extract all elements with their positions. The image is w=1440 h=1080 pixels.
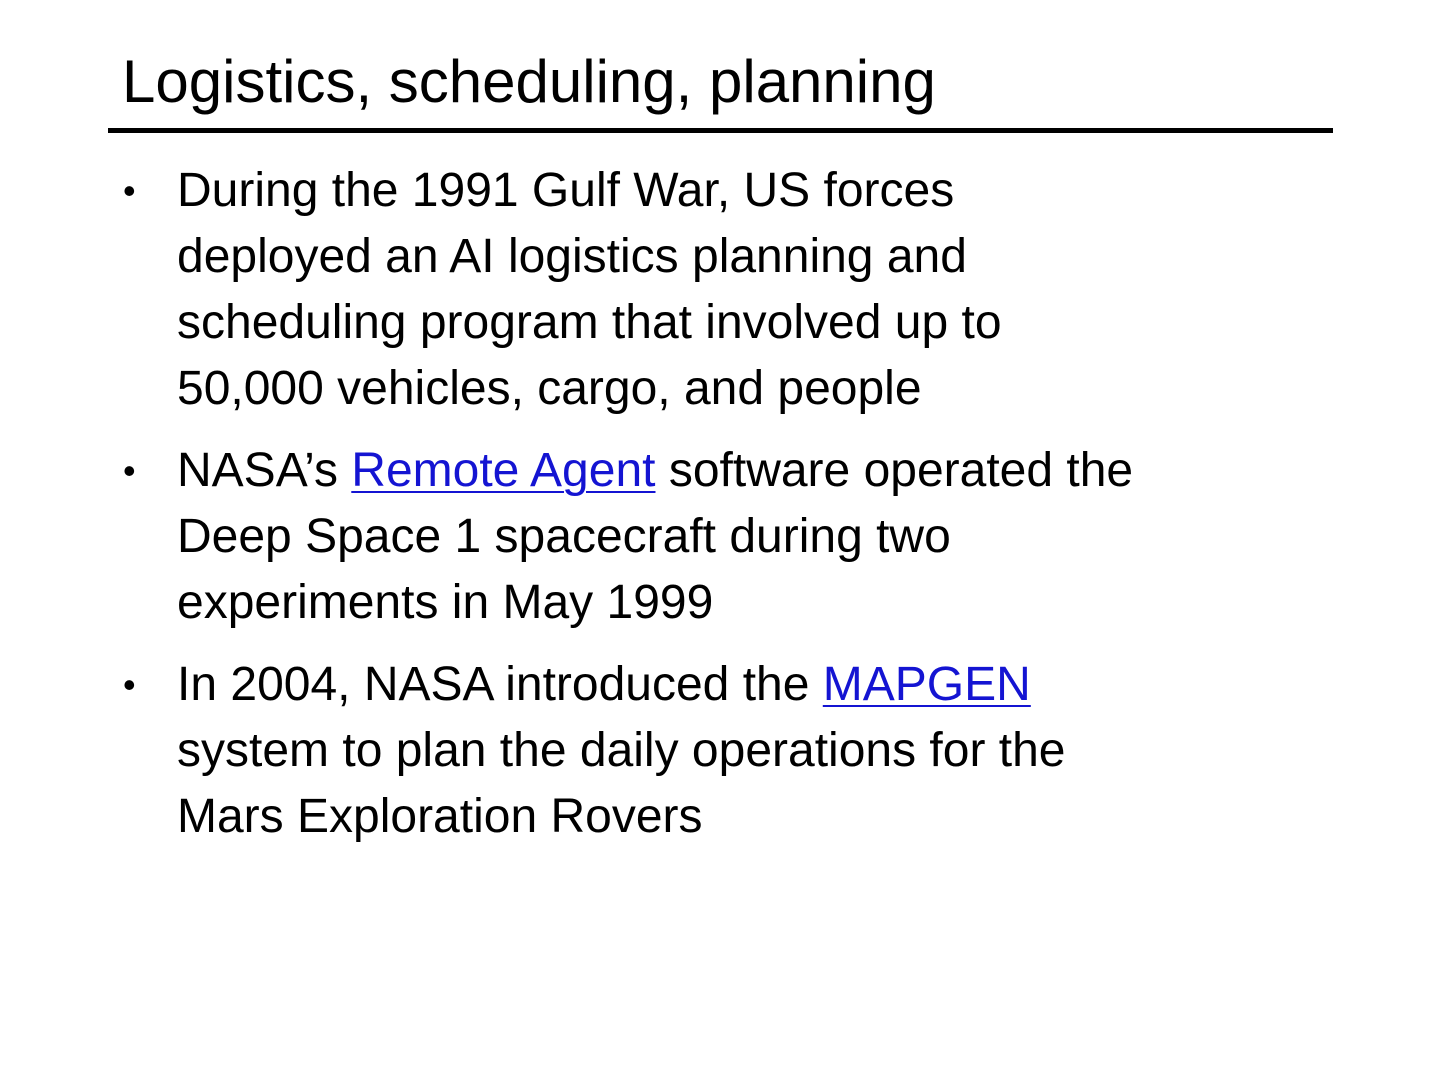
bullet-line: Deep Space 1 spacecraft during two [177,510,951,563]
bullet-line: experiments in May 1999 [177,576,714,629]
bullet-text [177,438,1327,636]
bullet-item-gulf-war [0,158,1440,422]
bullet-icon: • [123,450,136,491]
remote-agent-link[interactable]: Remote Agent [351,444,656,497]
bullet-list [0,158,1440,866]
bullet-icon: • [123,664,136,705]
bullet-line: scheduling program that involved up to [177,296,1002,349]
bullet-line: During the 1991 Gulf War, US forces [177,164,955,217]
bullet-text [177,652,1327,850]
bullet-line: deployed an AI logistics planning and [177,230,967,283]
bullet-item-remote-agent [0,438,1440,636]
bullet-line-prefix: NASA’s [177,444,352,497]
bullet-text [177,158,1327,422]
bullet-icon: • [123,170,136,211]
mapgen-link[interactable]: MAPGEN [822,658,1031,711]
slide-title: Logistics, scheduling, planning [122,48,936,115]
bullet-line-prefix: In 2004, NASA introduced the [177,658,823,711]
bullet-item-mapgen [0,652,1440,850]
bullet-line: Mars Exploration Rovers [177,790,703,843]
title-underline-divider [108,128,1333,133]
bullet-line: 50,000 vehicles, cargo, and people [177,362,922,415]
bullet-line: system to plan the daily operations for the [177,724,1066,777]
bullet-line-suffix: software operated the [655,444,1134,497]
